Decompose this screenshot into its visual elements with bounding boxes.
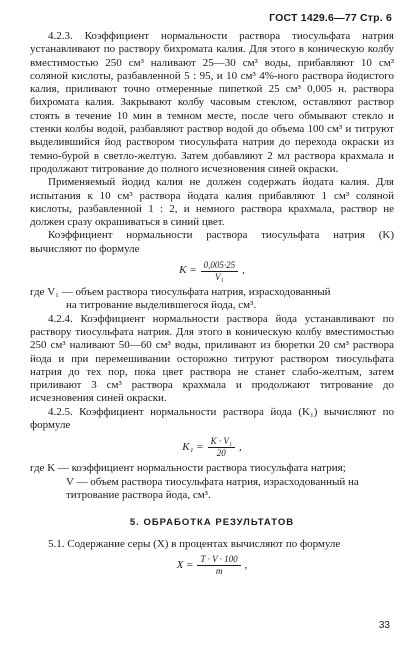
- paragraph-coef-intro: Коэффициент нормальности раствора тиосульфата натрия (K) вычисляют по формуле: [30, 229, 394, 255]
- formula-k1-fraction: [208, 436, 235, 459]
- formula-x-numerator: T · V · 100: [197, 554, 240, 566]
- paragraph-iodide-check: Применяемый йодид калия не должен содержать йодата калия. Для испытания к 10 см³ раствора йодата калия прибавляют 1 см³ соляной кислоты, разбавленной 1 : 2, и немного раствора крахмала, раствор не должен сразу окрашиваться в синий цвет.: [30, 176, 394, 229]
- paragraph-4-2-5: 4.2.5. Коэффициент нормальности раствора йода (K₁) вычисляют по формуле: [30, 405, 394, 432]
- formula-k1-lhs: K₁ =: [182, 440, 204, 453]
- where-block-1: [30, 286, 394, 313]
- page-header: ГОСТ 1429.6—77 Стр. 6: [269, 12, 392, 24]
- formula-k1-numerator: K · V₁: [208, 436, 235, 448]
- formula-k: [30, 256, 394, 286]
- section-5-title: 5. ОБРАБОТКА РЕЗУЛЬТАТОВ: [129, 517, 295, 529]
- formula-x-tail: ,: [244, 559, 248, 572]
- formula-k-tail: ,: [242, 264, 245, 277]
- formula-k-numerator: 0,005·25: [201, 260, 239, 272]
- where-2-cont: титрование раствора йода, см³.: [66, 488, 211, 501]
- formula-x-lhs: X =: [176, 559, 194, 572]
- document-body: [30, 30, 394, 581]
- where-1-line: где V₁ — объем раствора тиосульфата натрия, израсходованный: [30, 286, 331, 299]
- formula-k1-tail: ,: [238, 440, 242, 453]
- where-2-line-2: V — объем раствора тиосульфата натрия, израсходованный на: [66, 475, 359, 488]
- formula-x-fraction: [197, 554, 240, 577]
- where-1-cont: на титрование выделившегося йода, см³.: [66, 299, 257, 312]
- formula-x-denominator: m: [215, 566, 223, 577]
- formula-k1: [30, 432, 394, 462]
- paragraph-4-2-3: 4.2.3. Коэффициент нормальности раствора тиосульфата натрия устанавливают по раствору бихромата калия. Для этого в коническую колбу вместимостью 250 см³ наливают 25—30 см³ воды, прибавляют 10 см³ соляной кислоты, разбавленной 5 : 95, и 10 см³ 4%-ного раствора йодистого калия, приливают точно отмеренные пипеткой 25 см³ 0,005 н. раствора бихромата калия. Закрывают колбу часовым стеклом, оставляют раствор стоять в течение 10 мин в темном месте, после чего обмывают стекло и стенки колбы водой, разбавляют раствор водой до объема 100 см³ и титруют выделившийся йод раствором тиосульфата натрия до перехода окраски из темно-бурой в светло-желтую. Затем добавляют 2 мл раствора крахмала и продолжают титрование до полного исчезновения синей окраски.: [30, 30, 394, 175]
- formula-k-lhs: K =: [179, 264, 197, 277]
- formula-k-denominator: V₁: [215, 271, 224, 282]
- formula-k-fraction: [201, 260, 239, 283]
- where-block-2: [30, 462, 394, 502]
- paragraph-4-2-4: 4.2.4. Коэффициент нормальности раствора йода устанавливают по раствору тиосульфата натрия. Для этого в коническую колбу вместимостью 250 см³ наливают 50—60 см³ воды, приливают из бюретки 20 см³ раствора йода и при перемешивании осторожно титруют раствором тиосульфата натрия до тех пор, пока цвет раствора не станет слабо-желтым, затем приливают 3 см³ раствора крахмала и продолжают титрование до исчезновения синей окраски.: [30, 312, 394, 405]
- formula-k1-denominator: 20: [216, 447, 226, 458]
- where-2-line-1: где K — коэффициент нормальности раствора тиосульфата натрия;: [30, 462, 346, 475]
- formula-x: [30, 551, 394, 581]
- page-number: 33: [378, 620, 390, 631]
- paragraph-5-1: 5.1. Содержание серы (X) в процентах вычисляют по формуле: [48, 537, 341, 550]
